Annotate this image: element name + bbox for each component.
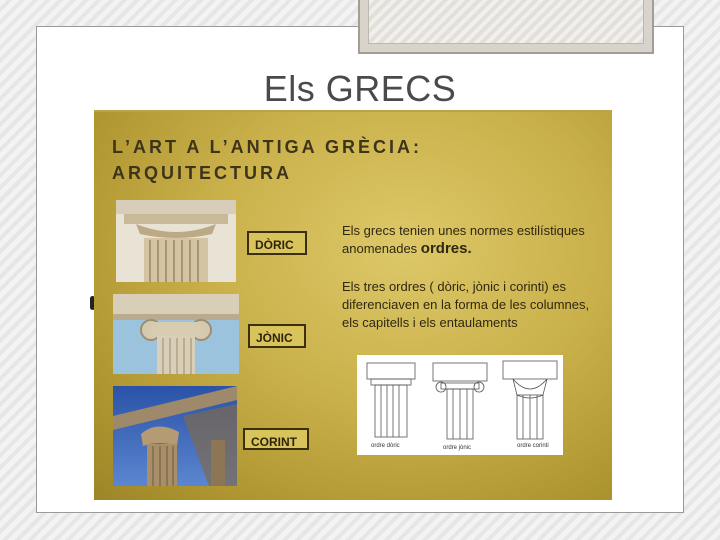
intro-emphasis: ordres.: [420, 240, 472, 257]
intro-paragraph: [342, 222, 592, 258]
intro-text: Els grecs tenien unes normes estilístiques anomenades: [342, 223, 585, 256]
poster-title-line1: L’ART A L’ANTIGA GRÈCIA:: [112, 137, 422, 157]
orders-paragraph: Els tres ordres ( dòric, jònic i corinti) es diferenciaven en la forma de les columnes, els capitells i els entaulaments: [342, 279, 590, 330]
doric-column-photo: [116, 200, 236, 282]
decorative-tab-inner: [368, 0, 644, 44]
label-corinthian: CORINT: [243, 428, 309, 450]
corinthian-column-photo: [113, 386, 237, 486]
label-doric: DÒRIC: [247, 231, 307, 255]
poster-title: [112, 134, 552, 186]
poster-title-line2: ARQUITECTURA: [112, 163, 292, 183]
caption-ionic: ordre jònic: [443, 445, 472, 451]
caption-doric: ordre dòric: [371, 443, 400, 449]
orders-illustration: [357, 355, 563, 455]
label-ionic: JÒNIC: [248, 324, 306, 348]
caption-corinthian: ordre corinti: [517, 443, 549, 449]
slide-title: Els GRECS: [263, 68, 457, 109]
ionic-column-photo: [113, 294, 239, 374]
